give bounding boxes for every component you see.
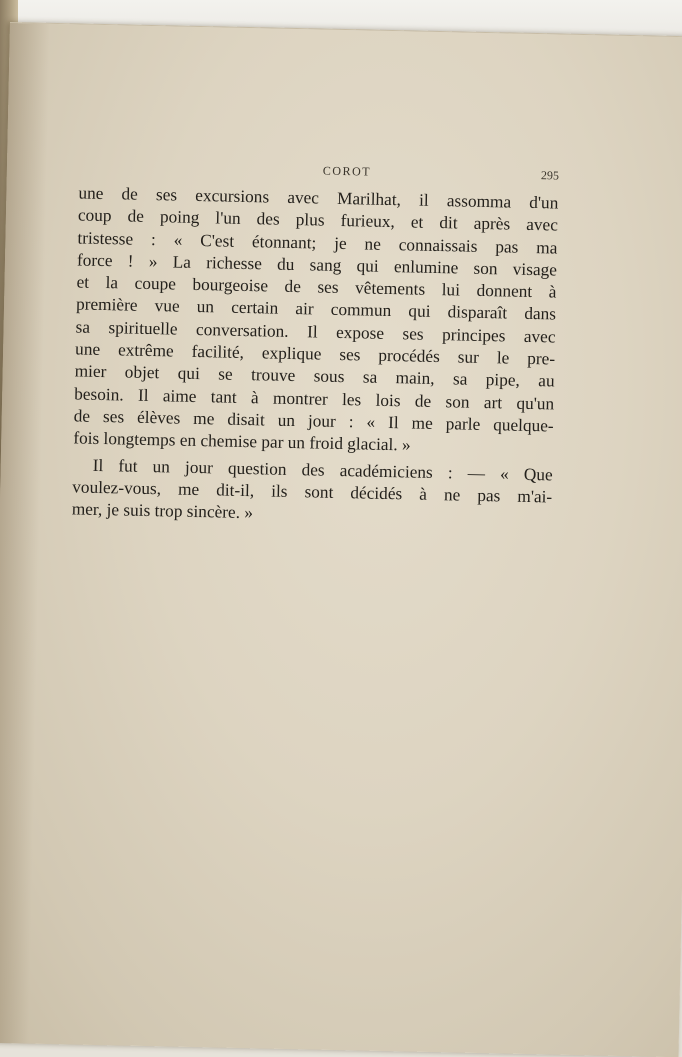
text-line: sa spirituelle conversation. Il expose ses principes avec [75, 317, 556, 347]
text-line: besoin. Il aime tant à montrer les lois de son art qu'un [74, 384, 555, 414]
text-line: force ! » La richesse du sang qui enlumine son visage [76, 250, 558, 280]
text-line: et la coupe bourgeoise de ses vêtements lui donnent à [76, 272, 557, 302]
text-line: une extrême facilité, explique ses procédés sur le pre- [74, 339, 556, 369]
book-page [0, 22, 682, 1057]
text-line: coup de poing l'un des plus furieux, et dit après avec [77, 205, 559, 235]
running-head: COROT [322, 163, 372, 179]
text-line: mer, je suis trop sincère. » [71, 499, 254, 523]
page-gutter-shadow [0, 23, 50, 1044]
text-line: première vue un certain air commun qui disparaît dans [75, 294, 557, 324]
text-line: voulez-vous, me dit-il, ils sont décidés à ne pas m'ai- [72, 477, 553, 507]
page-number: 295 [540, 168, 560, 183]
text-line: une de ses excursions avec Marilhat, il assomma d'un [78, 183, 559, 213]
text-line: Il fut un jour question des académiciens : — « Que [92, 455, 553, 485]
text-line: tristesse : « C'est étonnant; je ne connaissais pas ma [77, 228, 558, 258]
body-text [72, 182, 559, 530]
text-line: mier objet qui se trouve sous sa main, sa pipe, au [74, 361, 555, 391]
text-line: fois longtemps en chemise par un froid glacial. » [73, 428, 411, 455]
text-line: de ses élèves me disait un jour : « Il me parle quelque- [73, 406, 554, 436]
